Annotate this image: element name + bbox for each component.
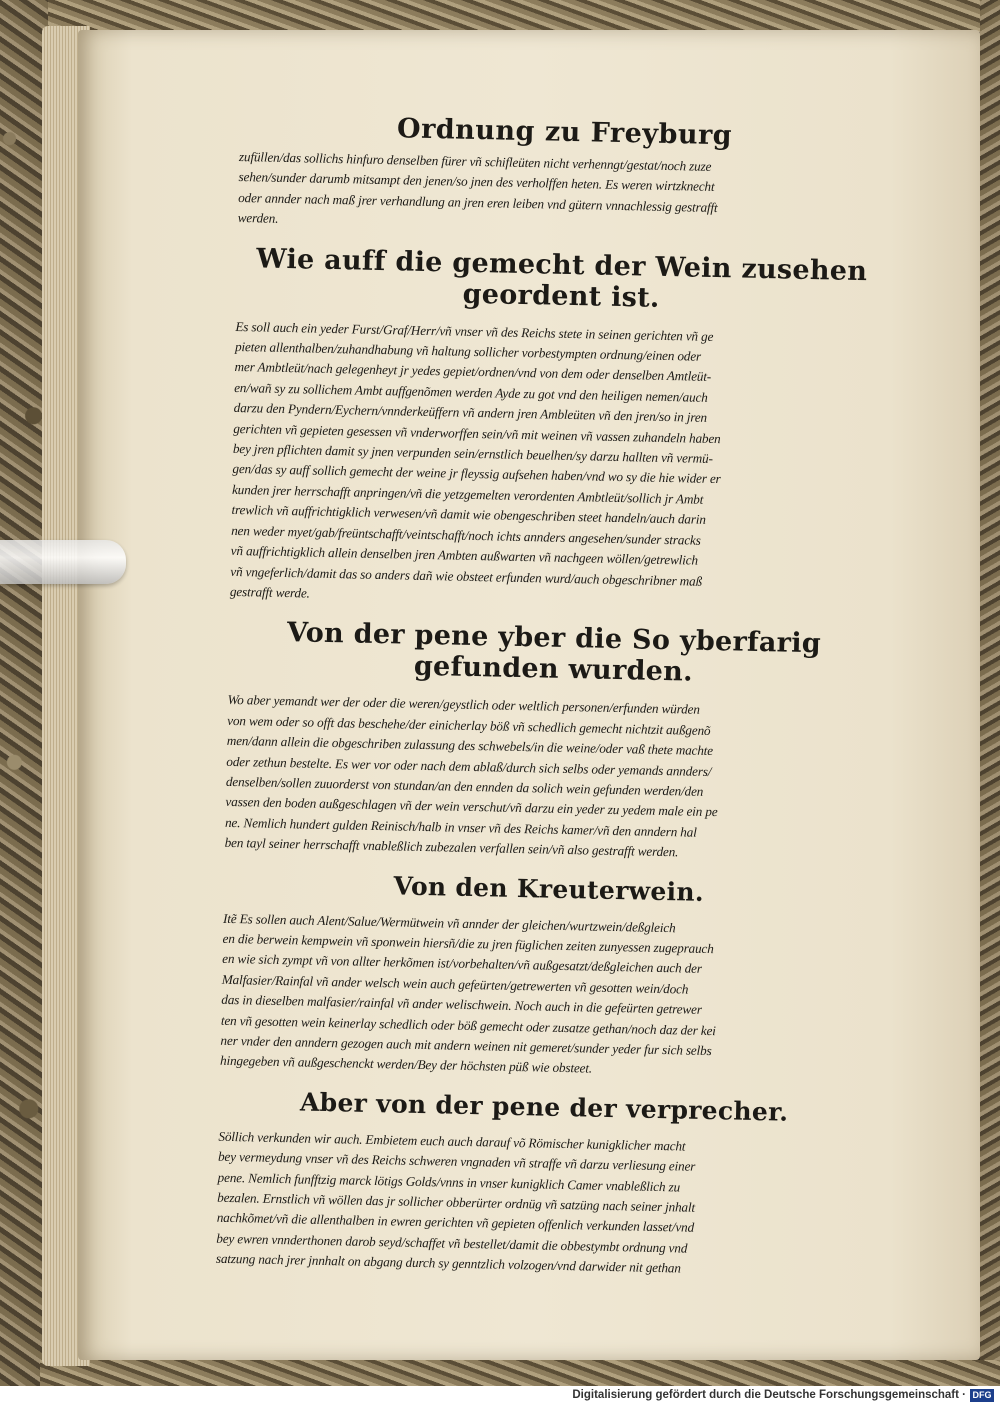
page-clip [0,540,126,584]
section-heading: Aber von der pene der verprecher. [299,1087,789,1127]
text-line: gen/das sy auff sollich gemecht der weine jr fleyssig aufsehen haben/vnd wo sy die hie wider er [232,461,721,487]
text-line: Es soll auch ein yeder Furst/Graf/Herr/vñ vnser vñ des Reichs stete in seinen gerichten vñ ge [235,318,714,344]
text-line: en die berwein kempwein vñ sponwein hiersñ/die zu jren füglichen zeiten zunyessen zugeprauch [222,930,714,957]
text-line: Malfasier/Rainfal vñ ander welsch wein auch gefeürten/getrewerten vñ gesotten wein/doch [221,971,689,997]
dfg-logo: DFG [970,1389,994,1402]
paragraph-herb-wine [220,908,873,1085]
text-line: ben tayl seiner herrschafft vnableßlich zubezalen verfallen sein/vñ also gestrafft werden. [224,834,679,860]
text-line: en wie sich zympt vñ von allter herkõmen ist/vorbehalten/vñ außgesatzt/deßgleichen auch der [222,951,702,977]
text-line: pene. Nemlich funfftzig marck lötigs Golds/vnns in vnser kunigklich Camer vnableßlich zu [217,1169,681,1195]
text-line: das in dieselben malfasier/rainfal vñ ander welischwein. Noch auch in die gefeürten getrewer [221,991,702,1018]
text-line: Wo aber yemandt wer der oder die weren/geystlich oder weltlich personen/erfunden würden [227,692,700,718]
text-line: vassen den boden außgeschlagen vñ der wein verschut/vñ darzu ein yeder zu yedem male ein pe [225,794,718,820]
paragraph-wine-inspection [230,317,886,616]
book-binding-left [0,0,48,1386]
text-line: satzung nach jrer jnnhalt on abgang durch sy genntzlich volzogen/vnd darwider nit gethan [215,1250,681,1276]
book-binding-right [980,0,1000,1386]
text-line: gestrafft werde. [229,583,310,601]
text-line: zufüllen/das sollichs hinfuro denselben fürer vñ schifleüten nicht verhenngt/gestat/noch zuze [238,148,712,174]
paragraph-penalty [224,690,877,867]
text-line: gerichten vñ gepieten gesessen vñ vnderworffen sein/vñ mit weinen vñ vassen zuhandeln haben [233,420,721,446]
text-line: oder zethun bestelte. Es wer vor oder nach dem ablaß/durch sich selbs oder yemands annders/ [226,753,712,779]
text-line: pieten allenthalben/zuhandhabung vñ haltung sollicher vorbestympten ordnung/einen oder [234,338,702,364]
page-text [216,110,890,1283]
text-line: nen weder myet/gab/freüntschafft/veintschafft/noch ichts annders angesehen/sunder stracks [231,522,701,548]
text-line: werden. [237,210,279,227]
text-line: kunden jrer herrschafft anpringen/vñ die yetzgemelten verordenten Ambtleüt/sollich jr Ambt [231,481,704,507]
funding-credit: Digitalisierung gefördert durch die Deutsche Forschungsgemeinschaft · [572,1389,966,1401]
text-line: darzu den Pyndern/Eychern/vnnderkeüffern vñ andern jren Ambleüten vñ den jren/so in jren [233,400,708,426]
section-heading: Von den Kreuterwein. [393,870,705,907]
text-line: denselben/sollen zuuorderst von stundan/an den ennden da solich wein gefunden werden/den [225,773,704,799]
text-line: bezalen. Ernstlich vñ wöllen das jr sollicher obberürter ordnüg vñ satzüng nach seiner jnhalt [217,1189,696,1215]
book-binding-bottom [40,1360,1000,1386]
running-head: Ordnung zu Freyburg [396,113,733,152]
footer-bar [0,1386,1000,1406]
text-line: ten vñ gesotten wein keinerlay schedlich oder böß gemecht oder zusatze gethan/noch daz der kei [220,1012,716,1038]
section-heading: Wie auff die gemecht der Wein zusehen geordent ist. [256,243,868,314]
text-line: von wem oder so offt das beschehe/der einicherlay böß vñ schedlich gemecht nichtzit außgenõ [227,712,711,738]
text-line: nachkõmet/vñ die allenthalben in ewren gerichten vñ gepieten offenlich verkunden lasset/vnd [216,1210,695,1236]
paragraph-offenders [216,1127,869,1283]
text-line: vñ vngeferlich/damit das so anders dañ wie obsteet erfunden wurd/auch obgeschribner maß [230,563,703,589]
text-line: trewlich vñ auffrichtigklich verwesen/vñ damit wie obengeschriben steet handeln/auch darin [231,502,706,528]
text-line: ner vnder den anndern gezogen auch mit andern weinen nit gemeret/sunder yeder fur sich selbs [220,1032,712,1059]
text-line: oder annder nach maß jrer verhandlung an jren eren leiben vnd gütern vnnachlessig gestrafft [238,189,718,215]
text-line: bey jren pflichten damit sy jnen verpunden sein/ernstlich beuelhen/sy darzu hallten vñ vermü- [232,440,713,467]
text-line: hingegeben vñ außgeschenckt werden/Bey der höchsten püß wie obsteet. [219,1053,593,1076]
text-line: bey ewren vnnderthonen darob seyd/schaffet vñ bestellet/damit die obbestymbt ordnung vnd [216,1230,688,1256]
text-line: bey vermeydung vnser vñ des Reichs schweren vngnaden vñ straffe vñ darzu verliesung einer [217,1148,696,1174]
text-line: en/wañ sy zu sollichem Ambt auffgenõmen werden Ayde zu got vnd den heiligen nemen/auch [234,379,708,405]
text-line: Söllich verkunden wir auch. Embietem euch auch darauf võ Römischer kunigklicher macht [218,1128,686,1154]
text-line: men/dann allein die obgeschriben zulassung des schwebels/in die weine/oder vaß thete machte [226,732,714,759]
section-heading: Von der pene yber die So yberfarig gefunden wurden. [286,617,822,688]
text-line: vñ auffrichtigklich allein denselben jren Ambten außwarten vñ nachgeen wöllen/getrewlich [230,542,699,568]
text-line: sehen/sunder darumb mitsampt den jenen/so jnen des verholffen heten. Es weren wirtzknecht [238,169,715,195]
text-line: Itẽ Es sollen auch Alent/Salue/Wermütwein vñ annder der gleichen/wurtzwein/deßgleich [222,910,676,935]
text-line: ne. Nemlich hundert gulden Reinisch/halb in vnser vñ des Reichs kamer/vñ den anndern hal [224,814,697,840]
book-binding-top [40,0,1000,32]
paragraph-intro [238,147,890,242]
text-line: mer Ambtleüt/nach gelegenheyt jr yedes gepiet/ordnen/vnd von dem oder denselben Amtleüt- [234,359,712,385]
